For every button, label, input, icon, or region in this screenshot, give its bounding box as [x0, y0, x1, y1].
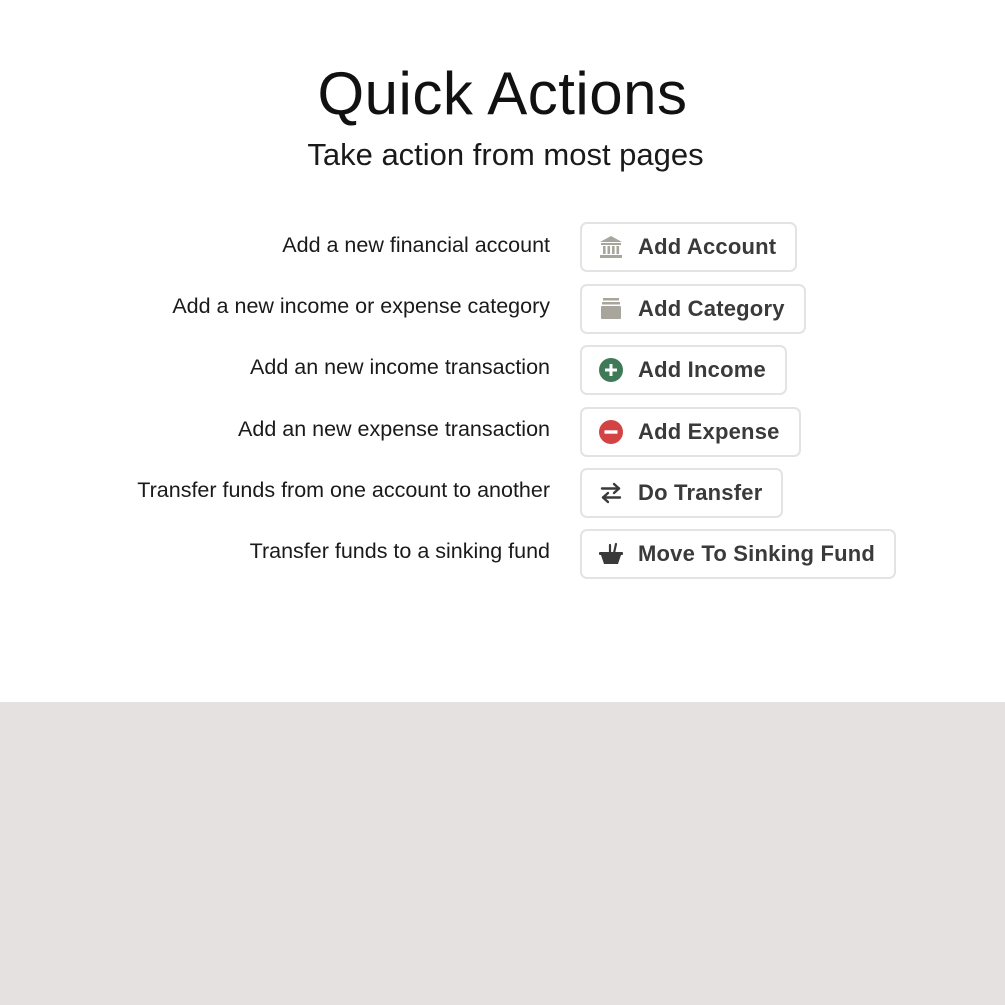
action-row-add-category [0, 283, 1005, 344]
action-description: Add an new expense transaction [238, 416, 550, 441]
bank-icon [597, 233, 625, 261]
page-subtitle: Take action from most pages [307, 137, 704, 172]
add-income-label: Add Income [638, 357, 766, 383]
add-income-button[interactable] [580, 345, 787, 395]
do-transfer-button[interactable] [580, 468, 783, 518]
add-category-label: Add Category [638, 296, 785, 322]
minus-circle-icon [597, 418, 625, 446]
action-row-do-transfer [0, 467, 1005, 528]
basket-icon [597, 540, 625, 568]
bottom-band [0, 702, 1005, 1005]
archive-drawer-icon [597, 295, 625, 323]
page-title: Quick Actions [317, 60, 688, 127]
add-category-button[interactable] [580, 284, 806, 334]
plus-circle-icon [597, 356, 625, 384]
action-row-add-income [0, 344, 1005, 405]
quick-actions-list [0, 222, 1005, 589]
action-row-sinking-fund [0, 528, 1005, 589]
add-account-button[interactable] [580, 222, 797, 272]
transfer-arrows-icon [597, 479, 625, 507]
action-description: Add an new income transaction [250, 355, 550, 380]
move-to-sinking-fund-label: Move To Sinking Fund [638, 540, 876, 566]
move-to-sinking-fund-button[interactable] [580, 529, 896, 579]
action-description: Transfer funds to a sinking fund [249, 538, 550, 563]
add-account-label: Add Account [638, 234, 777, 259]
action-row-add-expense [0, 406, 1005, 467]
action-description: Add a new income or expense category [172, 294, 550, 319]
do-transfer-label: Do Transfer [638, 479, 763, 505]
action-row-add-account [0, 222, 1005, 283]
action-description: Transfer funds from one account to another [137, 477, 550, 502]
add-expense-label: Add Expense [638, 418, 780, 444]
action-description: Add a new financial account [282, 233, 550, 257]
add-expense-button[interactable] [580, 407, 801, 457]
